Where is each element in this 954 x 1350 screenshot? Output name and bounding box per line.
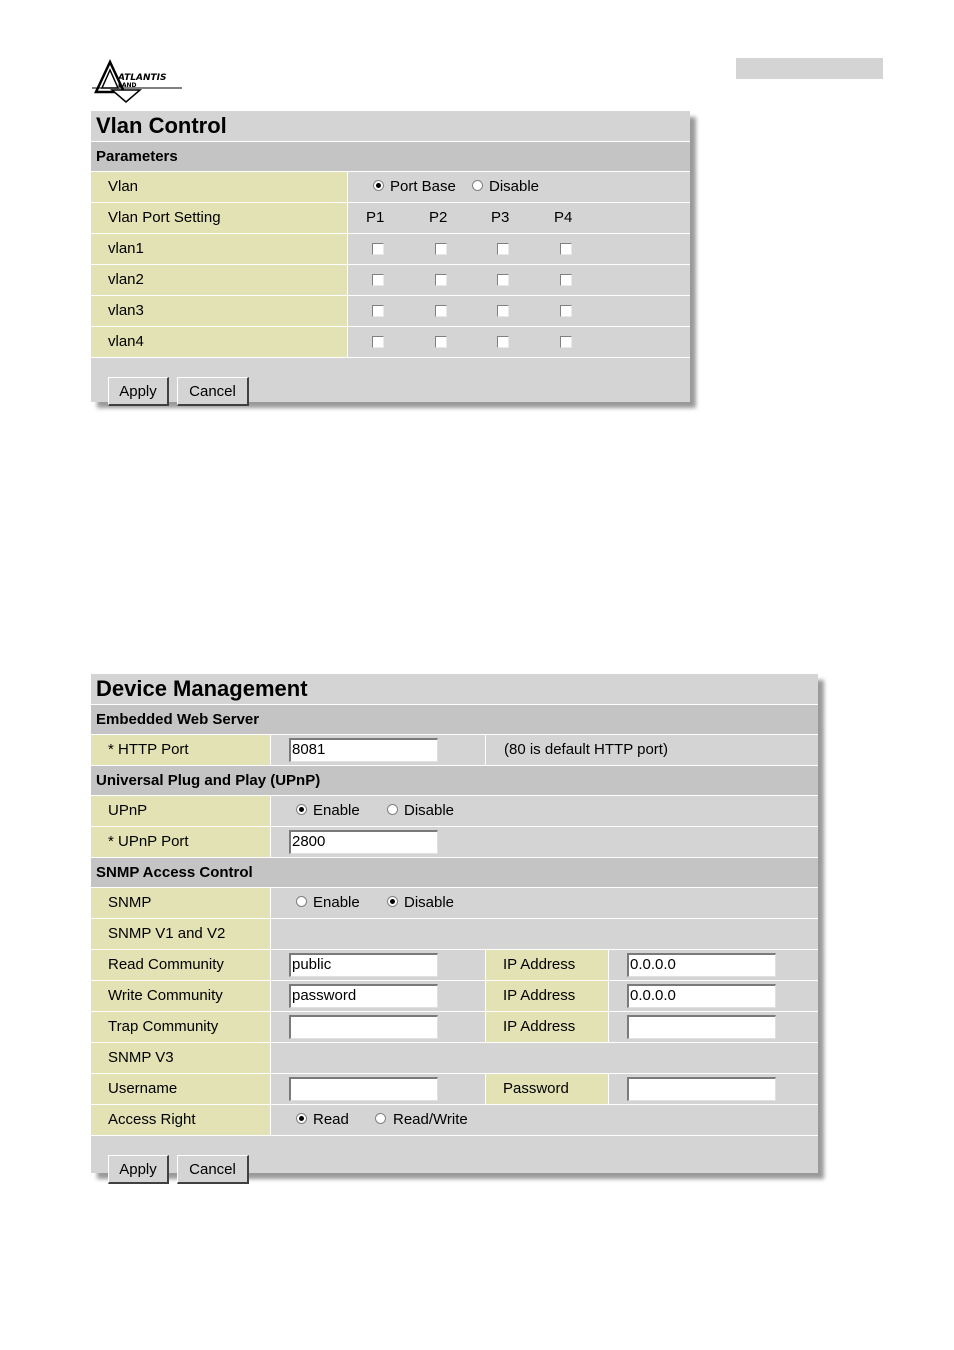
vlan1-p1-checkbox[interactable] — [372, 243, 384, 255]
parameters-section-header: Parameters — [91, 142, 690, 172]
snmp-disable-label: Disable — [404, 894, 455, 911]
vlan1-p2-checkbox[interactable] — [435, 243, 447, 255]
http-port-label: * HTTP Port — [91, 735, 271, 765]
vlan-cancel-button[interactable]: Cancel — [177, 377, 249, 406]
device-panel-title: Device Management — [91, 674, 818, 705]
vlan3-p1-checkbox[interactable] — [372, 305, 384, 317]
vlan2-p3-checkbox[interactable] — [497, 274, 509, 286]
logo-brand-text: ATLANTIS — [118, 73, 167, 83]
trap-ip-address-label: IP Address — [485, 1012, 609, 1042]
password-label: Password — [485, 1074, 609, 1104]
vlan-port-setting-label: Vlan Port Setting — [91, 203, 348, 233]
snmp-section-header: SNMP Access Control — [91, 858, 818, 888]
vlan2-row — [91, 265, 690, 296]
vlan4-p4-checkbox[interactable] — [560, 336, 572, 348]
port-header-p3: P3 — [491, 209, 510, 226]
snmp-enable-radio[interactable] — [296, 896, 307, 907]
access-read-radio[interactable] — [296, 1113, 307, 1124]
upnp-port-label: * UPnP Port — [91, 827, 271, 857]
vlan-port-setting-row — [91, 203, 690, 234]
upnp-disable-label: Disable — [404, 802, 455, 819]
vlan-panel-title: Vlan Control — [91, 111, 690, 142]
snmp-v3-row — [91, 1043, 818, 1074]
write-ip-address-label: IP Address — [485, 981, 609, 1011]
port-header-p2: P2 — [429, 209, 448, 226]
vlan-control-panel — [91, 111, 690, 402]
vlan2-p1-checkbox[interactable] — [372, 274, 384, 286]
snmp-disable-radio[interactable] — [387, 896, 398, 907]
snmp-row — [91, 888, 818, 919]
upnp-enable-label: Enable — [313, 802, 360, 819]
vlan1-label: vlan1 — [91, 234, 348, 264]
device-cancel-button[interactable]: Cancel — [177, 1155, 249, 1184]
http-port-input[interactable]: 8081 — [289, 738, 438, 762]
snmp-v1v2-label: SNMP V1 and V2 — [91, 919, 271, 949]
upnp-row — [91, 796, 818, 827]
username-input[interactable] — [289, 1077, 438, 1101]
upnp-label: UPnP — [91, 796, 271, 826]
port-base-label: Port Base — [390, 178, 456, 195]
vlan4-p1-checkbox[interactable] — [372, 336, 384, 348]
vlan1-row — [91, 234, 690, 265]
vlan4-p3-checkbox[interactable] — [497, 336, 509, 348]
read-ip-address-label: IP Address — [485, 950, 609, 980]
vlan-mode-row — [91, 172, 690, 203]
access-read-label: Read — [313, 1111, 349, 1128]
snmp-enable-label: Enable — [313, 894, 360, 911]
write-ip-address-input[interactable]: 0.0.0.0 — [627, 984, 776, 1008]
vlan2-p4-checkbox[interactable] — [560, 274, 572, 286]
access-right-row — [91, 1105, 818, 1136]
port-header-p4: P4 — [554, 209, 573, 226]
trap-ip-address-input[interactable] — [627, 1015, 776, 1039]
trap-community-row — [91, 1012, 818, 1043]
port-header-p1: P1 — [366, 209, 385, 226]
upnp-enable-radio[interactable] — [296, 804, 307, 815]
upnp-section-header: Universal Plug and Play (UPnP) — [91, 766, 818, 796]
read-ip-address-input[interactable]: 0.0.0.0 — [627, 953, 776, 977]
vlan3-p3-checkbox[interactable] — [497, 305, 509, 317]
trap-community-label: Trap Community — [91, 1012, 271, 1042]
read-community-input[interactable]: public — [289, 953, 438, 977]
atlantis-logo — [88, 58, 188, 104]
access-right-label: Access Right — [91, 1105, 271, 1135]
snmp-label: SNMP — [91, 888, 271, 918]
vlan2-label: vlan2 — [91, 265, 348, 295]
write-community-row — [91, 981, 818, 1012]
vlan-disable-radio[interactable] — [472, 180, 483, 191]
vlan3-p4-checkbox[interactable] — [560, 305, 572, 317]
http-port-row — [91, 735, 818, 766]
vlan4-p2-checkbox[interactable] — [435, 336, 447, 348]
username-row — [91, 1074, 818, 1105]
vlan3-p2-checkbox[interactable] — [435, 305, 447, 317]
device-apply-button[interactable]: Apply — [108, 1155, 169, 1184]
vlan4-label: vlan4 — [91, 327, 348, 357]
port-base-radio[interactable] — [373, 180, 384, 191]
write-community-label: Write Community — [91, 981, 271, 1011]
write-community-input[interactable]: password — [289, 984, 438, 1008]
upnp-port-row — [91, 827, 818, 858]
logo-sub-text: LAND — [118, 82, 137, 89]
vlan3-label: vlan3 — [91, 296, 348, 326]
read-community-label: Read Community — [91, 950, 271, 980]
header-bar — [736, 58, 883, 79]
read-community-row — [91, 950, 818, 981]
vlan1-p3-checkbox[interactable] — [497, 243, 509, 255]
vlan-apply-button[interactable]: Apply — [108, 377, 169, 406]
vlan4-row — [91, 327, 690, 358]
upnp-port-input[interactable]: 2800 — [289, 830, 438, 854]
upnp-disable-radio[interactable] — [387, 804, 398, 815]
http-port-note: (80 is default HTTP port) — [485, 735, 818, 765]
vlan3-row — [91, 296, 690, 327]
device-button-row — [91, 1136, 818, 1186]
password-input[interactable] — [627, 1077, 776, 1101]
vlan-button-row — [91, 358, 690, 408]
web-server-section-header: Embedded Web Server — [91, 705, 818, 735]
snmp-v3-label: SNMP V3 — [91, 1043, 271, 1073]
device-management-panel — [91, 674, 818, 1178]
vlan-disable-label: Disable — [489, 178, 540, 195]
vlan-mode-label: Vlan — [91, 172, 348, 202]
access-readwrite-label: Read/Write — [393, 1111, 468, 1128]
access-readwrite-radio[interactable] — [375, 1113, 386, 1124]
vlan1-p4-checkbox[interactable] — [560, 243, 572, 255]
atlantis-logo-icon — [88, 58, 188, 104]
snmp-v1v2-row — [91, 919, 818, 950]
vlan2-p2-checkbox[interactable] — [435, 274, 447, 286]
username-label: Username — [91, 1074, 271, 1104]
trap-community-input[interactable] — [289, 1015, 438, 1039]
